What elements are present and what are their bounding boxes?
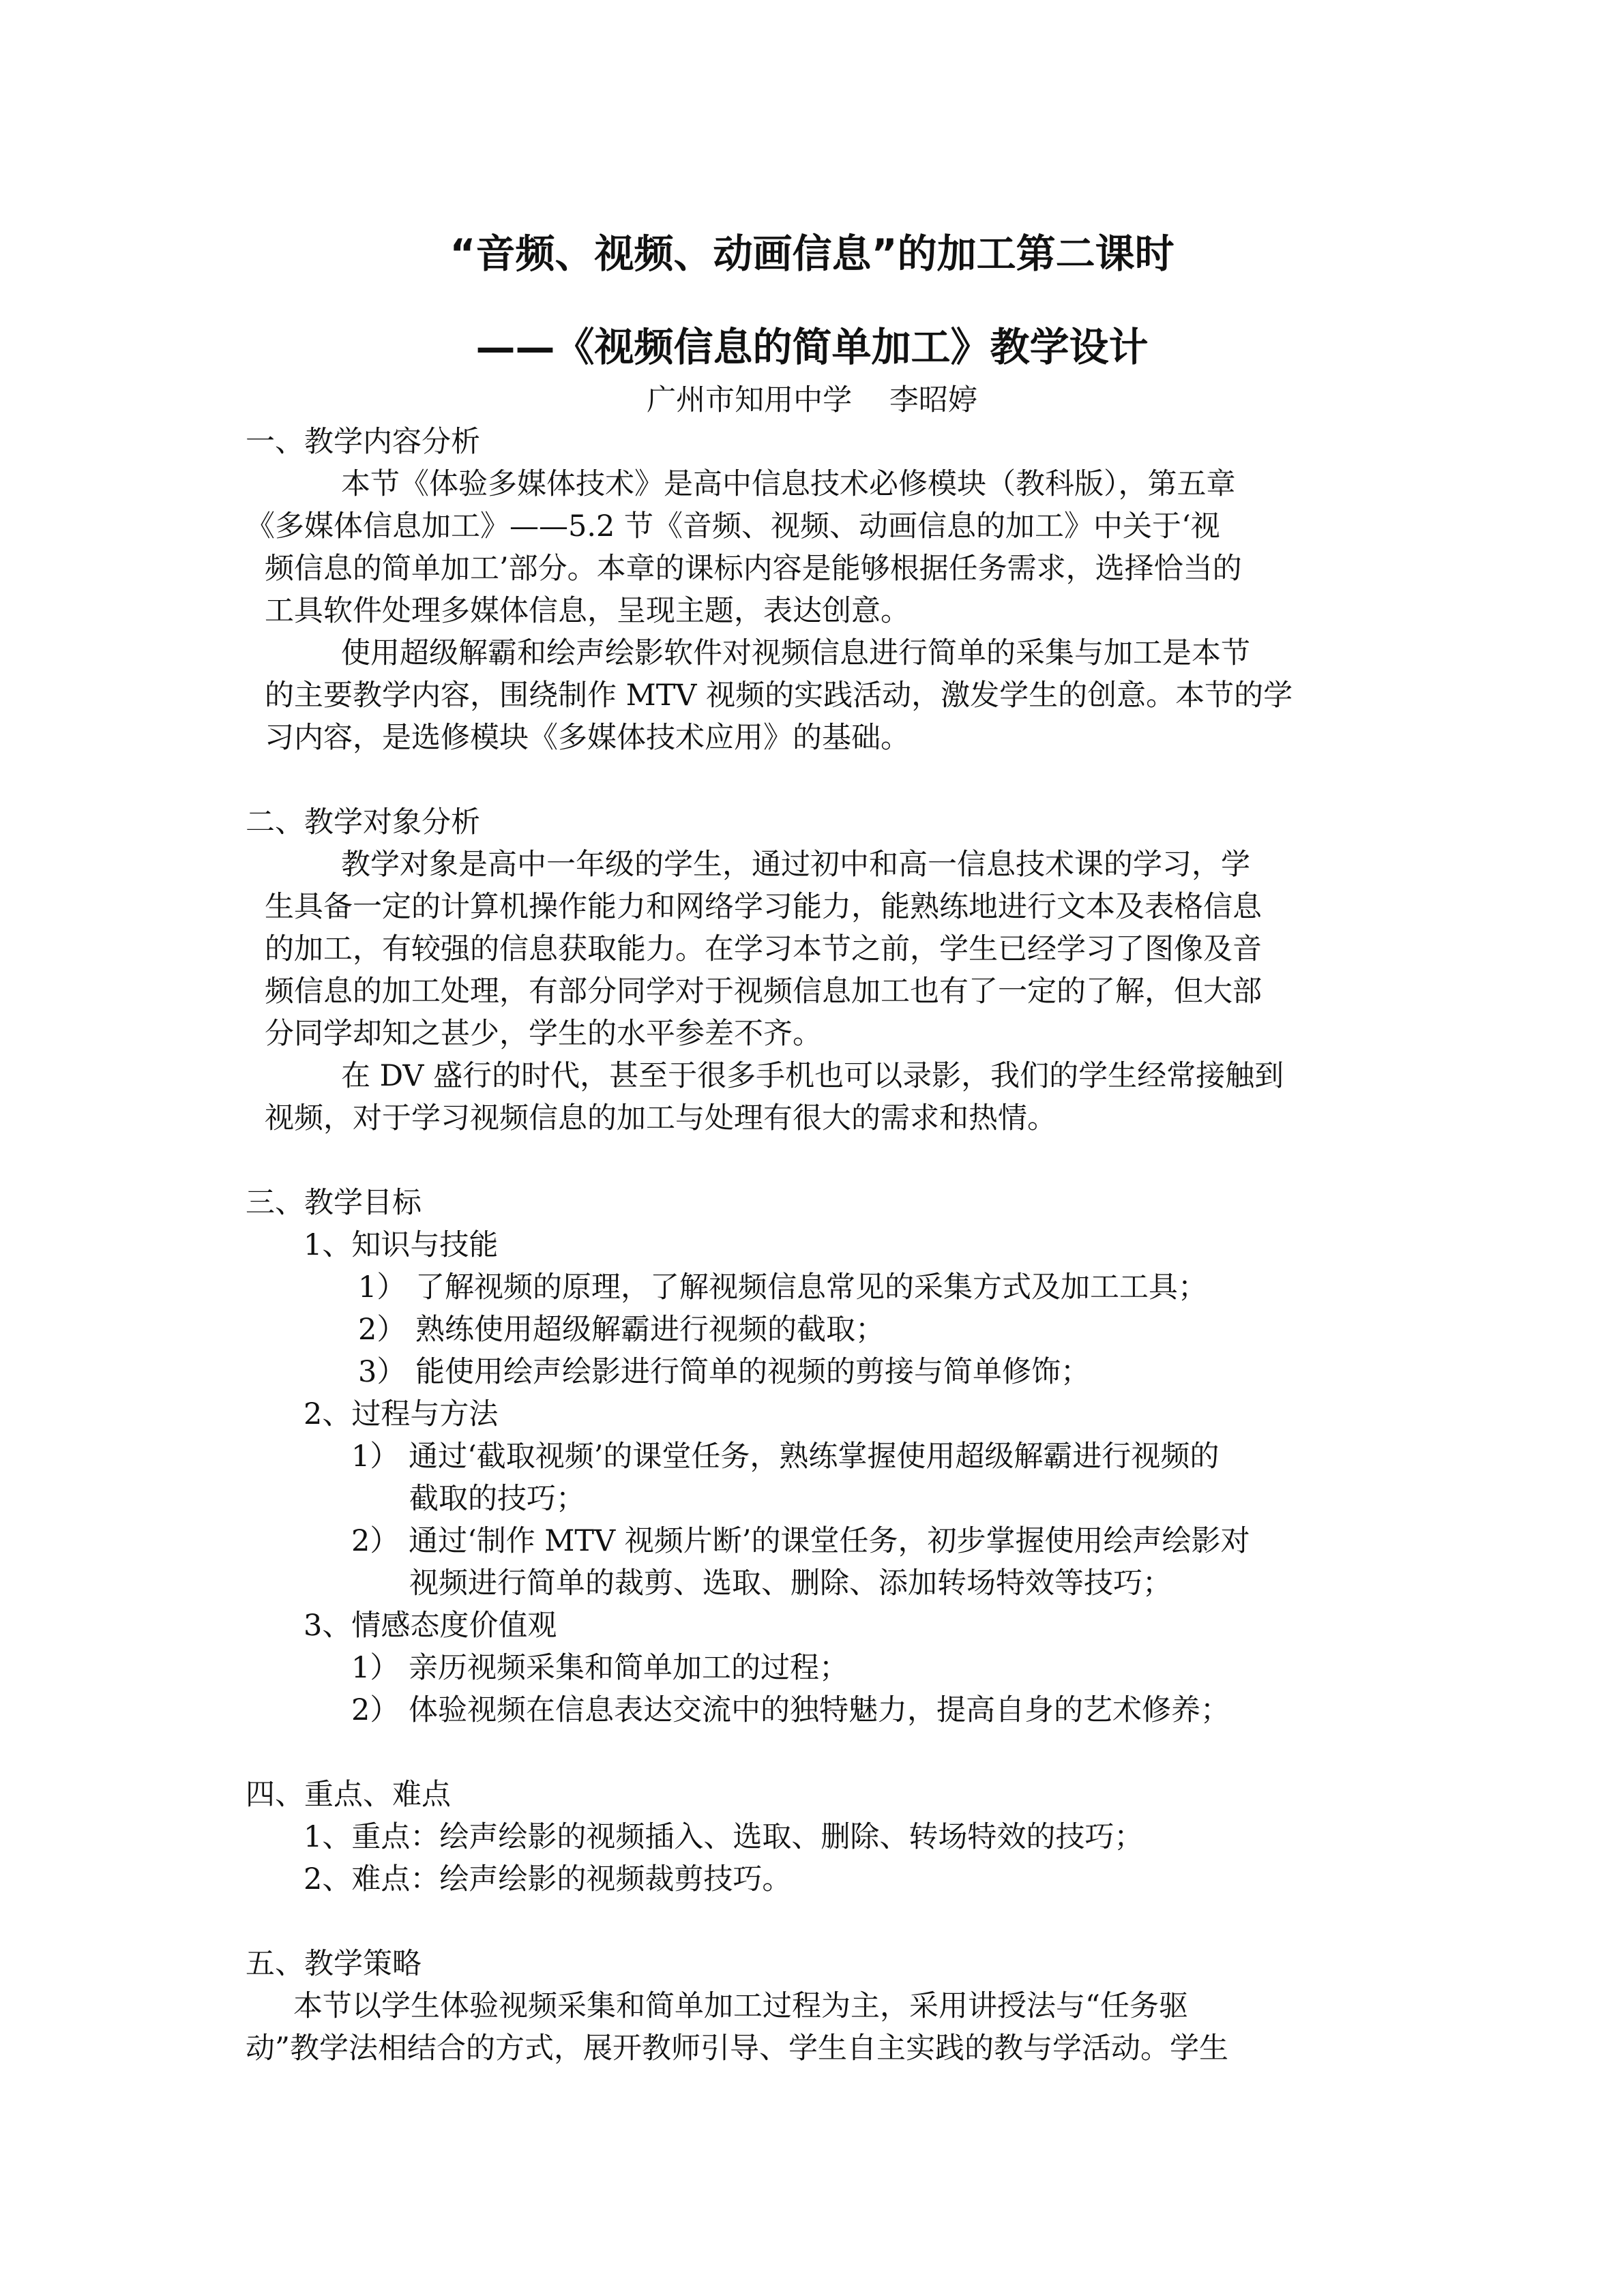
list-item-continuation: 截取的技巧； <box>409 1482 585 1516</box>
document-title: “音频、视频、动画信息”的加工第二课时 <box>449 230 1175 277</box>
paragraph-line: 频信息的加工处理，有部分同学对于视频信息加工也有了一定的了解，但大部 <box>265 974 1262 1009</box>
paragraph-line: 本节以学生体验视频采集和简单加工过程为主，采用讲授法与“任务驱 <box>293 1989 1188 2023</box>
paragraph-line: 《多媒体信息加工》——5.2 节《音频、视频、动画信息的加工》中关于‘视 <box>246 509 1220 543</box>
paragraph-line: 在 DV 盛行的时代，甚至于很多手机也可以录影，我们的学生经常接触到 <box>341 1059 1284 1093</box>
list-item: 1、重点：绘声绘影的视频插入、选取、删除、转场特效的技巧； <box>304 1820 1144 1854</box>
document-body <box>246 421 1378 2070</box>
paragraph-line: 使用超级解霸和绘声绘影软件对视频信息进行简单的采集与加工是本节 <box>341 636 1250 670</box>
paragraph-line: 本节《体验多媒体技术》是高中信息技术必修模块（教科版），第五章 <box>341 467 1236 501</box>
section-heading-audience-analysis: 二、教学对象分析 <box>246 805 480 839</box>
paragraph-line: 生具备一定的计算机操作能力和网络学习能力，能熟练地进行文本及表格信息 <box>265 890 1262 924</box>
list-item: 2） 体验视频在信息表达交流中的独特魅力，提高自身的艺术修养； <box>351 1693 1230 1727</box>
paragraph-line: 频信息的简单加工’部分。本章的课标内容是能够根据任务需求，选择恰当的 <box>265 552 1242 586</box>
paragraph-line: 视频，对于学习视频信息的加工与处理有很大的需求和热情。 <box>265 1101 1057 1135</box>
spacer <box>246 1139 1378 1182</box>
list-item-continuation: 视频进行简单的裁剪、选取、删除、添加转场特效等技巧； <box>409 1566 1172 1600</box>
list-item: 1） 通过‘截取视频’的课堂任务，熟练掌握使用超级解霸进行视频的 <box>351 1440 1220 1474</box>
paragraph-line: 动”教学法相结合的方式，展开教师引导、学生自主实践的教与学活动。学生 <box>246 2031 1228 2066</box>
subheading-process-methods: 2、过程与方法 <box>304 1397 499 1431</box>
list-item: 3） 能使用绘声绘影进行简单的视频的剪接与简单修饰； <box>358 1355 1091 1389</box>
list-item: 2） 通过‘制作 MTV 视频片断’的课堂任务，初步掌握使用绘声绘影对 <box>351 1524 1250 1558</box>
paragraph-line: 习内容，是选修模块《多媒体技术应用》的基础。 <box>265 721 910 755</box>
list-item: 2、难点：绘声绘影的视频裁剪技巧。 <box>304 1862 792 1896</box>
section-heading-content-analysis: 一、教学内容分析 <box>246 425 480 459</box>
section-heading-teaching-strategy: 五、教学策略 <box>246 1947 422 1981</box>
paragraph-line: 工具软件处理多媒体信息，呈现主题，表达创意。 <box>265 594 910 628</box>
section-heading-teaching-goals: 三、教学目标 <box>246 1186 422 1220</box>
author-line: 广州市知用中学 李昭婷 <box>647 383 977 417</box>
spacer <box>246 1731 1378 1774</box>
list-item: 2） 熟练使用超级解霸进行视频的截取； <box>358 1313 885 1347</box>
paragraph-line: 分同学却知之甚少，学生的水平参差不齐。 <box>265 1017 822 1051</box>
subheading-attitude-values: 3、情感态度价值观 <box>304 1609 557 1643</box>
spacer <box>246 759 1378 801</box>
subheading-knowledge-skills: 1、知识与技能 <box>304 1228 499 1262</box>
paragraph-line: 的主要教学内容，围绕制作 MTV 视频的实践活动，激发学生的创意。本节的学 <box>265 679 1293 713</box>
list-item: 1） 亲历视频采集和简单加工的过程； <box>351 1651 849 1685</box>
paragraph-line: 的加工，有较强的信息获取能力。在学习本节之前，学生已经学习了图像及音 <box>265 932 1262 966</box>
list-item: 1） 了解视频的原理，了解视频信息常见的采集方式及加工工具； <box>358 1270 1208 1304</box>
document-subtitle: ——《视频信息的简单加工》教学设计 <box>475 324 1149 370</box>
section-heading-key-points: 四、重点、难点 <box>246 1778 451 1812</box>
paragraph-line: 教学对象是高中一年级的学生，通过初中和高一信息技术课的学习，学 <box>341 848 1250 882</box>
spacer <box>246 1900 1378 1943</box>
